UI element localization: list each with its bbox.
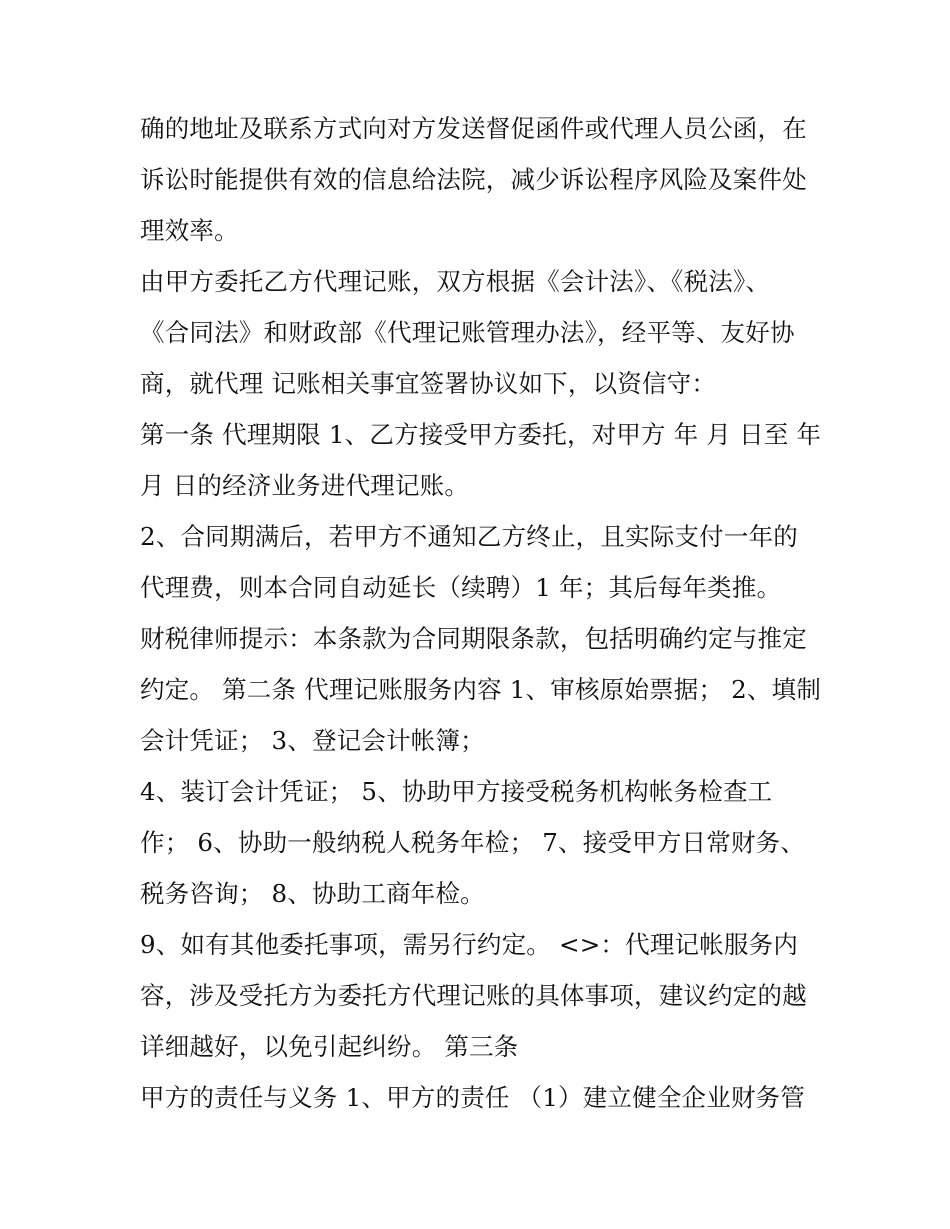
text-line: 由甲方委托乙方代理记账，双方根据《会计法》、《税法》、 bbox=[140, 267, 771, 296]
text-line: 4、装订会计凭证； 5、协助甲方接受税务机构帐务检查工 bbox=[140, 777, 773, 806]
text-line: 月 日的经济业务进代理记账。 bbox=[140, 471, 470, 500]
text-line: 理效率。 bbox=[140, 216, 239, 245]
text-line: 会计凭证； 3、登记会计帐簿； bbox=[140, 726, 485, 755]
text-line: 约定。 第二条 代理记账服务内容 1、审核原始票据； 2、填制 bbox=[140, 675, 822, 704]
text-line: 确的地址及联系方式向对方发送督促函件或代理人员公函，在 bbox=[140, 114, 807, 143]
text-line: 容，涉及受托方为委托方代理记账的具体事项，建议约定的越 bbox=[140, 981, 807, 1010]
text-line: 甲方的责任与义务 1、甲方的责任 （1）建立健全企业财务管 bbox=[140, 1083, 806, 1112]
text-line: 作； 6、协助一般纳税人税务年检； 7、接受甲方日常财务、 bbox=[140, 828, 806, 857]
text-line: 第一条 代理期限 1、乙方接受甲方委托，对甲方 年 月 日至 年 bbox=[140, 420, 822, 449]
text-line: 9、如有其他委托事项，需另行约定。 <>：代理记帐服务内 bbox=[140, 930, 799, 959]
text-line: 商，就代理 记账相关事宜签署协议如下，以资信守： bbox=[140, 369, 717, 398]
text-line: 诉讼时能提供有效的信息给法院，减少诉讼程序风险及案件处 bbox=[140, 165, 807, 194]
text-line: 2、合同期满后，若甲方不通知乙方终止，且实际支付一年的 bbox=[140, 522, 798, 551]
text-line: 税务咨询； 8、协助工商年检。 bbox=[140, 879, 485, 908]
text-line: 详细越好，以免引起纠纷。 第三条 bbox=[140, 1032, 519, 1061]
text-line: 财税律师提示：本条款为合同期限条款，包括明确约定与推定 bbox=[140, 624, 807, 653]
text-line: 《合同法》和财政部《代理记账管理办法》，经平等、友好协 bbox=[140, 318, 795, 347]
text-line: 代理费，则本合同自动延长（续聘）1 年；其后每年类推。 bbox=[140, 573, 782, 602]
